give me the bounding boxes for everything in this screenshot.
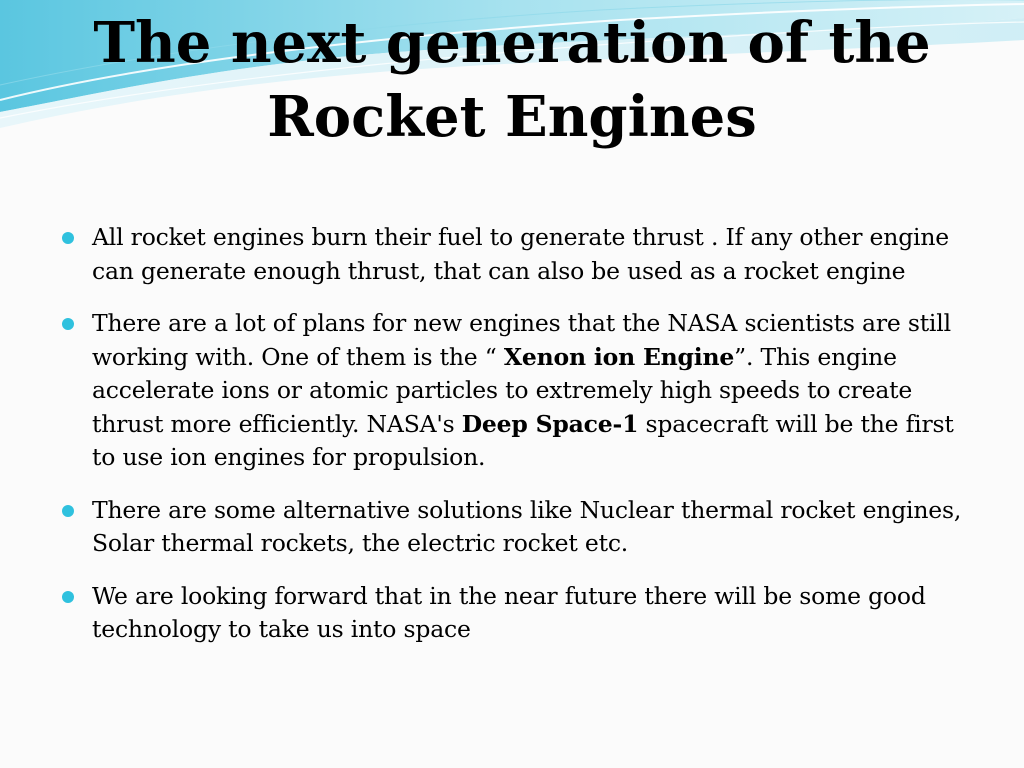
slide-title [40, 6, 984, 154]
bullet-item [62, 221, 982, 288]
bullet-bold-term: Deep Space-1 [461, 409, 639, 438]
bullet-text: There are some alternative solutions like Nuclear thermal rocket engines, Solar thermal rockets, the electric rocket etc. [92, 495, 962, 557]
bullet-icon [62, 318, 74, 330]
bullet-text: All rocket engines burn their fuel to generate thrust . If any other engine can generate enough thrust, that can also be used as a rocket engine [92, 223, 950, 285]
bullet-text-part: ”. This engine accelerate ions or atomic particles to extremely high speeds to create thrust more efficiently. NASA's [92, 342, 913, 438]
bullet-icon [62, 591, 74, 603]
bullet-icon [62, 232, 74, 244]
bullet-text: We are looking forward that in the near future there will be some good technology to take us into space [92, 581, 926, 643]
bullet-item [62, 580, 982, 647]
bullet-icon [62, 505, 74, 517]
bullet-bold-term: Xenon ion Engine [503, 342, 735, 371]
bullet-text-part: spacecraft will be the first to use ion engines for propulsion. [92, 409, 954, 471]
title-line-1: The next generation of the [93, 10, 931, 76]
bullet-list [62, 221, 982, 666]
bullet-item [62, 307, 982, 475]
bullet-item [62, 494, 982, 561]
title-line-2: Rocket Engines [267, 84, 757, 150]
bullet-text-part: There are a lot of plans for new engines that the NASA scientists are still working with. One of them is the “ [92, 309, 951, 371]
